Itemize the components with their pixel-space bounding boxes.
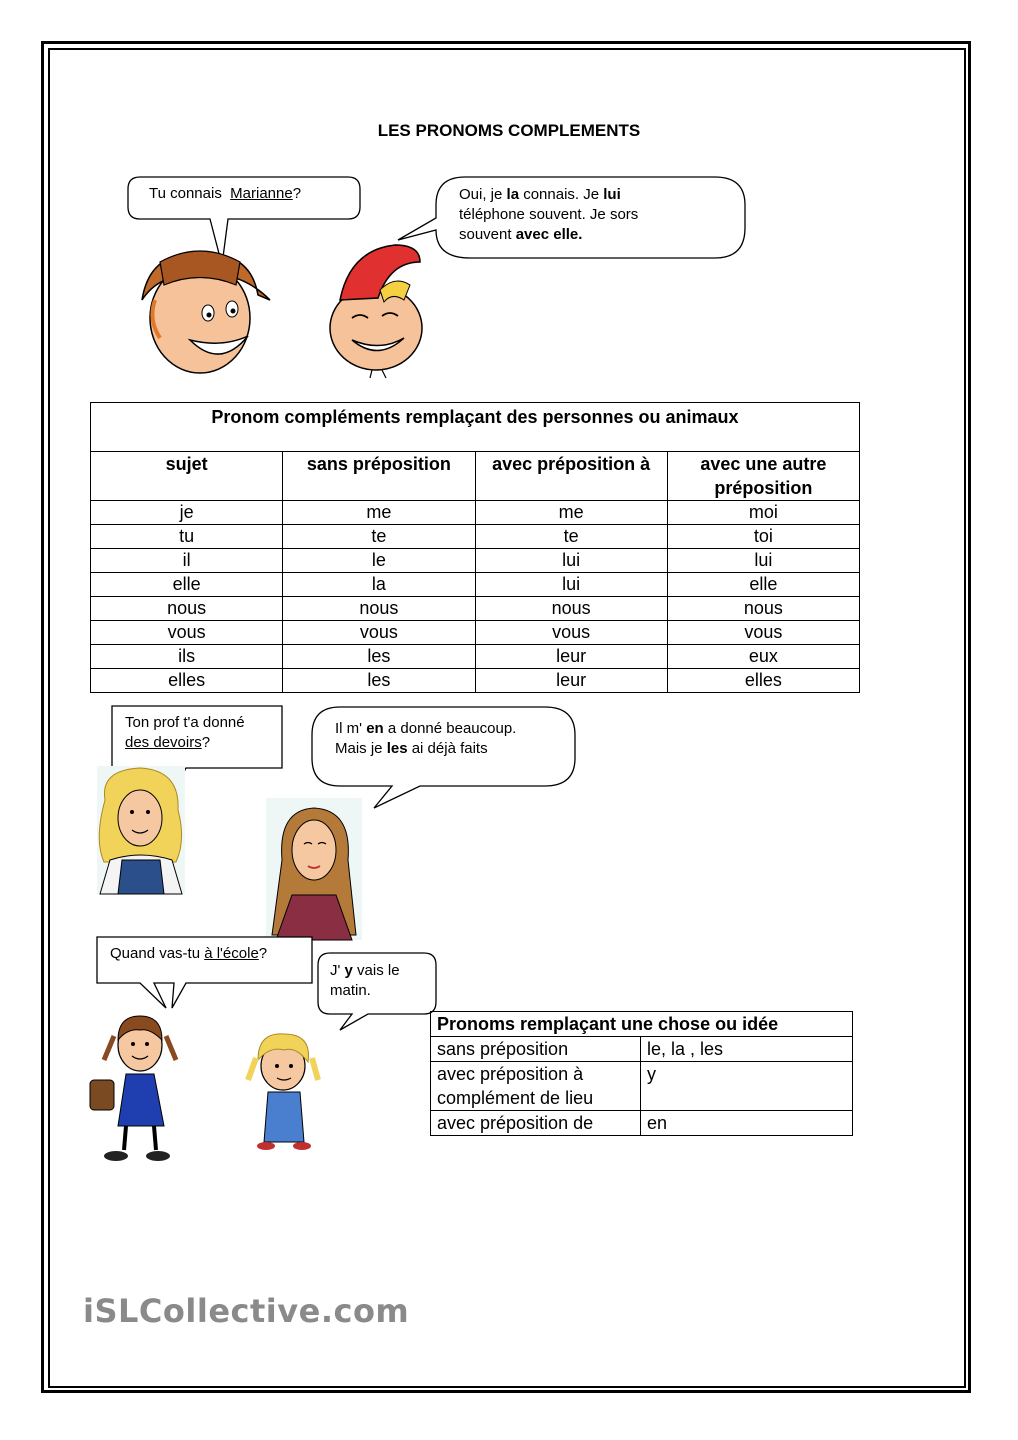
bubble-2-seg-2: la [506,186,520,203]
table-things-pronouns [430,1011,853,1136]
site-logo-text: iSLCollective.com [83,1292,410,1330]
table-cell: avec préposition de [431,1111,641,1136]
bubble-1-text-a: Tu connais [149,185,231,202]
table-cell: leur [475,645,667,669]
table-cell: te [475,525,667,549]
table-people-pronouns [90,402,860,693]
table-cell: nous [283,597,475,621]
table-cell: elles [667,669,859,693]
bubble-5-qmark: ? [258,945,268,962]
table-cell: la [283,573,475,597]
table-cell: lui [475,549,667,573]
table-cell: les [283,669,475,693]
table-cell: elle [667,573,859,597]
bubble-3-qmark: ? [201,734,211,751]
bubble-6-seg-2: y [344,962,353,979]
table-row [91,669,860,693]
table-cell: nous [475,597,667,621]
boy-cap-illustration [330,245,422,378]
bubble-3-text [125,713,245,753]
table-cell: toi [667,525,859,549]
bubble-4-seg-5: les [386,740,408,757]
page-title: LES PRONOMS COMPLEMENTS [377,121,641,140]
table-cell: le, la , les [641,1037,853,1062]
bubble-6-seg-1: J' [330,962,345,979]
table-row [431,1037,853,1062]
table-cell: les [283,645,475,669]
bubble-6-seg-3: vais le [352,962,400,979]
bubble-2-seg-6: souvent [459,226,516,243]
table-cell: te [283,525,475,549]
table-people-header: sans préposition [283,452,475,501]
table-cell: elles [91,669,283,693]
table-cell: avec préposition à complément de lieu [431,1062,641,1111]
table-row [91,645,860,669]
table-things-caption: Pronoms remplaçant une chose ou idée [431,1012,853,1037]
bubble-6-line-1 [330,961,400,981]
table-cell: sans préposition [431,1037,641,1062]
bubble-6-line-2: matin. [330,982,371,999]
table-row [91,525,860,549]
table-cell: moi [667,501,859,525]
bubble-3-line-2 [125,733,245,753]
bubble-4-seg-1: Il m' [335,720,367,737]
bubble-2-seg-4: lui [603,186,621,203]
table-cell: ils [91,645,283,669]
bubble-3-underlined: des devoirs [125,734,202,751]
table-cell: le [283,549,475,573]
table-cell: lui [667,549,859,573]
table-cell: tu [91,525,283,549]
bubble-2-seg-1: Oui, je [459,186,507,203]
table-cell: vous [91,621,283,645]
bubble-4-seg-4: Mais je [335,740,387,757]
bubble-1-name: Marianne [230,185,293,202]
bubble-5-text [110,944,267,964]
table-row [431,1111,853,1136]
table-cell: nous [667,597,859,621]
table-row [91,549,860,573]
table-cell: il [91,549,283,573]
table-cell: vous [667,621,859,645]
table-cell: me [475,501,667,525]
bubble-4-seg-3: a donné beaucoup. [383,720,517,737]
table-row [91,597,860,621]
table-cell: vous [283,621,475,645]
table-people-header: avec une autre préposition [667,452,859,501]
table-cell: vous [475,621,667,645]
bubble-2-line-1 [459,185,638,205]
table-people-header: avec préposition à [475,452,667,501]
bubble-6-text [330,961,400,1001]
table-cell: elle [91,573,283,597]
bubble-4-text [335,719,516,759]
bubble-2-line-2: téléphone souvent. Je sors [459,206,639,223]
table-cell: leur [475,669,667,693]
bubble-5-seg-1: Quand vas-tu [110,945,205,962]
bubble-1-text-b: ? [292,185,302,202]
bubble-4-line-2 [335,739,516,759]
bubble-2-line-3 [459,225,638,245]
bubble-3-line-1: Ton prof t'a donné [125,714,245,731]
girl-small-blonde-illustration [248,1034,318,1150]
table-cell: me [283,501,475,525]
table-cell: eux [667,645,859,669]
bubble-4-line-1 [335,719,516,739]
boy-cowboy-illustration [142,251,270,373]
girl-pigtails-illustration [90,1016,176,1161]
table-cell: nous [91,597,283,621]
girl-curly-illustration [97,766,185,894]
table-row [91,621,860,645]
girl-longhair-illustration [266,798,362,940]
bubble-4-seg-6: ai déjà faits [407,740,488,757]
bubble-1-text [149,184,301,204]
table-people-caption: Pronom compléments remplaçant des personnes ou animaux [91,403,860,452]
bubble-2-seg-3: connais. Je [519,186,604,203]
bubble-2-text [459,185,638,245]
table-row [91,501,860,525]
table-cell: y [641,1062,853,1111]
table-people-header: sujet [91,452,283,501]
table-row [91,573,860,597]
table-cell: je [91,501,283,525]
table-cell: lui [475,573,667,597]
bubble-5-underlined: à l'école [204,945,259,962]
bubble-2-seg-7: avec elle. [515,226,583,243]
bubble-4-seg-2: en [366,720,384,737]
table-cell: en [641,1111,853,1136]
table-row [431,1062,853,1111]
